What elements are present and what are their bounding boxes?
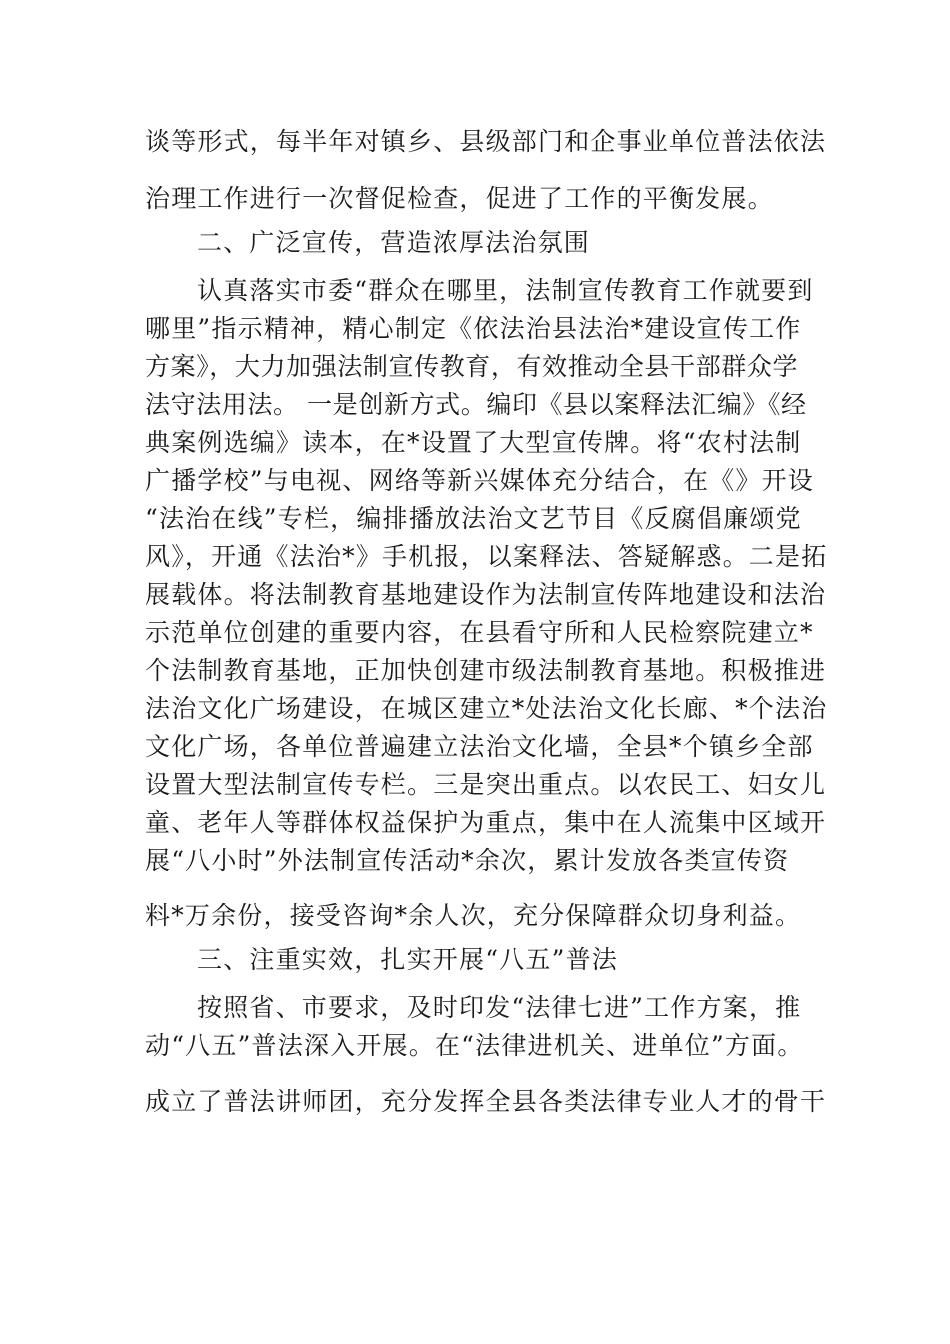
text-line: 动“八五”普法深入开展。在“法律进机关、进单位”方面。: [145, 1031, 804, 1060]
text-line: 哪里”指示精神，精心制定《依法治县法治*建设宣传工作: [145, 314, 802, 343]
text-line: 治理工作进行一次督促检查，促进了工作的平衡发展。: [145, 184, 774, 213]
text-line: 文化广场，各单位普遍建立法治文化墙，全县*个镇乡全部: [145, 732, 814, 761]
text-line: 童、老年人等群体权益保护为重点，集中在人流集中区域开: [145, 808, 827, 837]
text-line: 成立了普法讲师团，充分发挥全县各类法律专业人才的骨干: [145, 1087, 827, 1116]
text-line: 示范单位创建的重要内容，在县看守所和人民检察院建立*: [145, 618, 814, 647]
text-line: 风》，开通《法治*》手机报，以案释法、答疑解惑。二是拓: [145, 542, 828, 571]
text-line: “法治在线”专栏，编排播放法治文艺节目《反腐倡廉颂党: [145, 504, 802, 533]
text-line: 谈等形式，每半年对镇乡、县级部门和企事业单位普法依法: [145, 127, 827, 156]
text-line: 料*万余份，接受咨询*余人次，充分保障群众切身利益。: [145, 901, 802, 930]
text-line: 展载体。将法制教育基地建设作为法制宣传阵地建设和法治: [145, 580, 827, 609]
section-heading: 二、广泛宣传，营造浓厚法治氛围: [197, 228, 591, 257]
text-line: 广播学校”与电视、网络等新兴媒体充分结合，在《》开设: [145, 466, 814, 495]
text-line: 认真落实市委“群众在哪里，法制宣传教育工作就要到: [197, 276, 814, 305]
section-heading: 三、注重实效，扎实开展“八五”普法: [197, 945, 618, 974]
text-line: 展“八小时”外法制宣传活动*余次，累计发放各类宣传资: [145, 846, 790, 875]
text-line: 典案例选编》读本，在*设置了大型宣传牌。将“农村法制: [145, 428, 802, 457]
text-line: 法治文化广场建设，在城区建立*处法治文化长廊、*个法治: [145, 694, 828, 723]
text-line: 方案》，大力加强法制宣传教育，有效推动全县干部群众学: [145, 352, 799, 381]
text-line: 设置大型法制宣传专栏。三是突出重点。以农民工、妇女儿: [145, 770, 827, 799]
text-line: 按照省、市要求，及时印发“法律七进”工作方案，推: [197, 993, 802, 1022]
text-line: 法守法用法。 一是创新方式。编印《县以案释法汇编》《经: [145, 390, 807, 419]
text-line: 个法制教育基地，正加快创建市级法制教育基地。积极推进: [145, 656, 827, 685]
